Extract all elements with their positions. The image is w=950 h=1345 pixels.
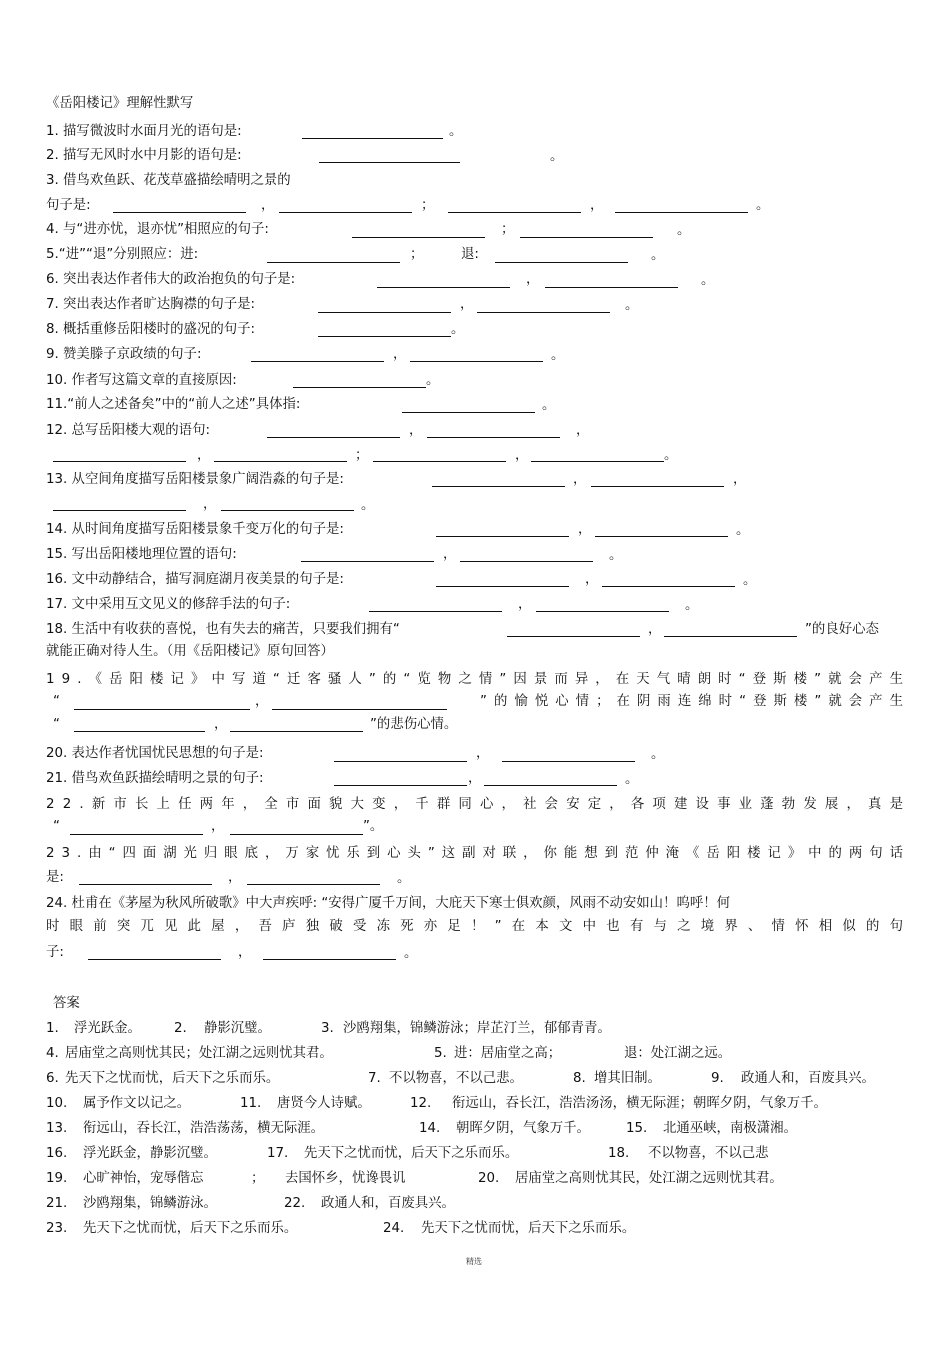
answer-text: 北通巫峡，南极潇湘。 — [663, 1121, 797, 1136]
punctuation: ， — [203, 497, 217, 512]
punctuation: ， — [261, 198, 275, 213]
answer-blank[interactable] — [247, 884, 380, 885]
punctuation: ， — [393, 347, 407, 362]
punctuation: 。 — [743, 573, 757, 588]
answer-text: 心旷神怡，宠辱偕忘 — [83, 1171, 204, 1186]
answer-blank[interactable] — [545, 287, 678, 288]
punctuation: ， — [228, 870, 242, 885]
answer-blank[interactable] — [251, 361, 384, 362]
answer-text: 不以物喜，不以己悲。 — [389, 1071, 523, 1086]
answer-blank[interactable] — [502, 761, 635, 762]
answer-number: 23. — [46, 1221, 68, 1236]
answer-blank[interactable] — [221, 510, 354, 511]
answer-text: 先天下之忧而忧，后天下之乐而乐。 — [83, 1221, 298, 1236]
question-6: 6. 突出表达作者伟大的政治抱负的句子是: — [46, 272, 296, 287]
answers-heading: 答案 — [53, 996, 80, 1011]
answer-blank[interactable] — [334, 761, 467, 762]
answer-blank[interactable] — [536, 611, 669, 612]
question-2: 2. 描写无风时水中月影的语句是: — [46, 148, 242, 163]
punctuation: ， — [733, 472, 747, 487]
answer-blank[interactable] — [293, 387, 426, 388]
answer-number: 19. — [46, 1171, 68, 1186]
answer-number: 16. — [46, 1146, 68, 1161]
answer-number: 1. — [46, 1021, 59, 1036]
question-11: 11.“前人之述备矣”中的“前人之述”具体指: — [46, 397, 301, 412]
answer-text: 退：处江湖之远。 — [624, 1046, 732, 1061]
answer-blank[interactable] — [230, 731, 363, 732]
punctuation: 。 — [449, 124, 463, 139]
answer-text: 唐贤今人诗赋。 — [277, 1096, 371, 1111]
question-12: 12. 总写岳阳楼大观的语句: — [46, 423, 210, 438]
answer-blank[interactable] — [279, 212, 412, 213]
answer-blank[interactable] — [70, 834, 203, 835]
answer-text: 沙鸥翔集，锦鳞游泳；岸芷汀兰，郁郁青青。 — [343, 1021, 611, 1036]
answer-number: 17. — [267, 1146, 289, 1161]
answer-blank[interactable] — [334, 785, 467, 786]
punctuation: “ — [53, 694, 60, 709]
question-5-retreat: 退: — [461, 247, 479, 262]
answer-blank[interactable] — [402, 412, 535, 413]
punctuation: ， — [409, 423, 423, 438]
punctuation: 。 — [550, 149, 564, 164]
punctuation: 。 — [397, 871, 411, 886]
punctuation: ， — [255, 694, 269, 709]
punctuation: 。 — [451, 322, 465, 337]
answer-blank[interactable] — [377, 287, 510, 288]
question-10: 10. 作者写这篇文章的直接原因: — [46, 373, 237, 388]
punctuation: ， — [585, 572, 599, 587]
answer-text: 政通人和，百废具兴。 — [321, 1196, 455, 1211]
answer-number: 8. — [573, 1071, 586, 1086]
worksheet-title: 《岳阳楼记》理解性默写 — [46, 96, 194, 111]
answer-blank[interactable] — [113, 212, 246, 213]
question-9: 9. 赞美滕子京政绩的句子: — [46, 347, 202, 362]
answer-blank[interactable] — [484, 785, 617, 786]
answer-blank[interactable] — [448, 212, 581, 213]
answer-number: 22. — [284, 1196, 306, 1211]
answer-number: 7. — [368, 1071, 381, 1086]
answer-number: 18. — [608, 1146, 630, 1161]
answer-blank[interactable] — [520, 237, 653, 238]
punctuation: 。 — [701, 273, 715, 288]
answer-text: 居庙堂之高则忧其民；处江湖之远则忧其君。 — [65, 1046, 333, 1061]
question-5: 5.“进”“退”分别照应：进: — [46, 247, 199, 262]
question-16: 16. 文中动静结合，描写洞庭湖月夜美景的句子是: — [46, 572, 344, 587]
answer-blank[interactable] — [318, 336, 451, 337]
answer-number: 10. — [46, 1096, 68, 1111]
punctuation: ， — [526, 272, 540, 287]
question-20: 20. 表达作者忧国忧民思想的句子是: — [46, 746, 264, 761]
punctuation: ； — [421, 198, 435, 213]
punctuation: 。 — [551, 348, 565, 363]
answer-blank[interactable] — [664, 636, 797, 637]
answer-blank[interactable] — [373, 461, 506, 462]
answer-blank[interactable] — [318, 312, 451, 313]
answer-text: 不以物喜，不以己悲 — [648, 1146, 769, 1161]
answer-text: ； — [251, 1171, 265, 1186]
punctuation: 。 — [685, 598, 699, 613]
question-24-tail: 子: — [46, 945, 64, 960]
answer-blank[interactable] — [436, 536, 569, 537]
footer-label: 精选 — [466, 1257, 482, 1266]
question-3: 3. 借鸟欢鱼跃、花茂草盛描绘晴明之景的 — [46, 173, 291, 188]
answer-text: 居庙堂之高则忧其民，处江湖之远则忧其君。 — [515, 1171, 783, 1186]
answer-number: 4. — [46, 1046, 59, 1061]
punctuation: 。 — [404, 946, 418, 961]
answer-blank[interactable] — [74, 731, 205, 732]
answer-text: 先天下之忧而忧，后天下之乐而乐。 — [421, 1221, 636, 1236]
punctuation: ， — [460, 297, 474, 312]
punctuation: ， — [578, 522, 592, 537]
answer-blank[interactable] — [369, 611, 502, 612]
question-3-cont: 句子是: — [46, 198, 91, 213]
answer-blank[interactable] — [427, 437, 560, 438]
question-13: 13. 从空间角度描写岳阳楼景象广阔浩淼的句子是: — [46, 472, 344, 487]
punctuation: ； — [501, 222, 515, 237]
question-1: 1. 描写微波时水面月光的语句是: — [46, 124, 242, 139]
punctuation: 。 — [426, 373, 440, 388]
question-17: 17. 文中采用互文见义的修辞手法的句子: — [46, 597, 291, 612]
question-23-cont: 是: — [46, 870, 64, 885]
punctuation: ， — [518, 597, 532, 612]
answer-blank[interactable] — [230, 834, 363, 835]
answer-blank[interactable] — [53, 510, 186, 511]
answer-number: 14. — [419, 1121, 441, 1136]
answer-blank[interactable] — [302, 138, 443, 139]
answer-number: 21. — [46, 1196, 68, 1211]
answer-number: 11. — [240, 1096, 262, 1111]
answer-blank[interactable] — [410, 361, 543, 362]
answer-blank[interactable] — [595, 536, 728, 537]
punctuation: ， — [648, 622, 662, 637]
question-18-tail: ”的良好心态 — [805, 622, 879, 637]
question-22: 2 2 . 新 市 长 上 任 两 年 ， 全 市 面 貌 大 变 ， 千 群 同 心 ， 社 会 安 定 ， 各 项 建 设 事 业 蓬 勃 发 展 ， 真 是 — [46, 797, 903, 812]
punctuation: “ — [53, 717, 60, 732]
punctuation: ， — [197, 448, 211, 463]
question-23: 2 3 . 由 “ 四 面 湖 光 归 眼 底 ， 万 家 忧 乐 到 心 头 ” 这 副 对 联 ， 你 能 想 到 范 仲 淹 《 岳 阳 楼 记 》 中 的 两 句 话 — [46, 846, 903, 861]
answer-blank[interactable] — [263, 959, 396, 960]
answer-blank[interactable] — [591, 486, 724, 487]
question-18-cont: 就能正确对待人生。（用《岳阳楼记》原句回答） — [46, 644, 334, 659]
answer-text: 朝晖夕阴，气象万千。 — [456, 1121, 590, 1136]
punctuation: 。 — [736, 523, 750, 538]
answer-text: 政通人和，百废具兴。 — [741, 1071, 875, 1086]
answer-blank[interactable] — [495, 262, 628, 263]
answer-text: 浮光跃金。 — [74, 1021, 141, 1036]
question-8: 8. 概括重修岳阳楼时的盛况的句子: — [46, 322, 256, 337]
punctuation: 。 — [677, 223, 691, 238]
punctuation: 。 — [625, 772, 639, 787]
answer-text: 进：居庙堂之高； — [454, 1046, 562, 1061]
answer-text: 增其旧制。 — [594, 1071, 661, 1086]
answer-text: 沙鸥翔集，锦鳞游泳。 — [83, 1196, 217, 1211]
question-24: 24. 杜甫在《茅屋为秋风所破歌》中大声疾呼: “安得广厦千万间，大庇天下寒士俱欢颜，风雨不动安如山！呜呼！何 — [46, 896, 731, 911]
answer-number: 5. — [434, 1046, 447, 1061]
question-15: 15. 写出岳阳楼地理位置的语句: — [46, 547, 237, 562]
answer-blank[interactable] — [531, 461, 664, 462]
question-14: 14. 从时间角度描写岳阳楼景象千变万化的句子是: — [46, 522, 344, 537]
punctuation: ， — [214, 717, 228, 732]
question-4: 4. 与“进亦忧，退亦忧”相照应的句子: — [46, 222, 269, 237]
answer-blank[interactable] — [74, 709, 250, 710]
answer-number: 9. — [711, 1071, 724, 1086]
question-19-tail: ”的悲伤心情。 — [370, 717, 458, 732]
answer-blank[interactable] — [507, 636, 640, 637]
punctuation: 。 — [664, 448, 678, 463]
answer-text: 先天下之忧而忧，后天下之乐而乐。 — [65, 1071, 280, 1086]
punctuation: ； — [410, 247, 424, 262]
question-18: 18. 生活中有收获的喜悦，也有失去的痛苦，只要我们拥有“ — [46, 622, 400, 637]
punctuation: ， — [238, 945, 252, 960]
answer-blank[interactable] — [267, 437, 400, 438]
answer-text: 衔远山，吞长江，浩浩汤汤，横无际涯；朝晖夕阴，气象万千。 — [452, 1096, 827, 1111]
answer-text: 静影沉璧。 — [204, 1021, 271, 1036]
answer-blank[interactable] — [319, 162, 460, 163]
question-19-cont: ” 的 愉 悦 心 情 ； 在 阴 雨 连 绵 时 “ 登 斯 楼 ” 就 会 产 生 — [480, 694, 903, 709]
punctuation: ”。 — [363, 819, 384, 834]
answer-blank[interactable] — [53, 461, 186, 462]
answer-blank[interactable] — [79, 884, 212, 885]
answer-text: 去国怀乡，忧谗畏讥 — [285, 1171, 406, 1186]
answer-blank[interactable] — [352, 237, 485, 238]
punctuation: 。 — [625, 298, 639, 313]
answer-number: 3. — [321, 1021, 334, 1036]
answer-blank[interactable] — [267, 262, 400, 263]
punctuation: ， — [468, 771, 482, 786]
punctuation: 。 — [609, 548, 623, 563]
punctuation: 。 — [756, 198, 770, 213]
question-19: 1 9 . 《 岳 阳 楼 记 》 中 写 道 “ 迁 客 骚 人 ” 的 “ 览 物 之 情 ” 因 景 而 异 ， 在 天 气 晴 朗 时 “ 登 斯 楼 ” 就 会 产 生 — [46, 672, 903, 687]
punctuation: 。 — [651, 747, 665, 762]
punctuation: ， — [211, 819, 225, 834]
punctuation: 。 — [651, 248, 665, 263]
answer-blank[interactable] — [214, 461, 347, 462]
answer-text: 先天下之忧而忧，后天下之乐而乐。 — [304, 1146, 519, 1161]
punctuation: “ — [53, 819, 60, 834]
answer-number: 13. — [46, 1121, 68, 1136]
answer-blank[interactable] — [460, 561, 593, 562]
question-7: 7. 突出表达作者旷达胸襟的句子是: — [46, 297, 256, 312]
answer-number: 2. — [174, 1021, 187, 1036]
question-21: 21. 借鸟欢鱼跃描绘晴明之景的句子: — [46, 771, 264, 786]
answer-text: 浮光跃金，静影沉璧。 — [83, 1146, 217, 1161]
punctuation: ， — [515, 448, 529, 463]
answer-text: 衔远山，吞长江，浩浩荡荡，横无际涯。 — [83, 1121, 325, 1136]
answer-blank[interactable] — [602, 586, 735, 587]
punctuation: ， — [443, 547, 457, 562]
answer-blank[interactable] — [301, 561, 434, 562]
answer-blank[interactable] — [88, 959, 221, 960]
punctuation: ， — [590, 198, 604, 213]
answer-number: 20. — [478, 1171, 500, 1186]
punctuation: ， — [576, 423, 590, 438]
question-24-cont: 时 眼 前 突 兀 见 此 屋 ， 吾 庐 独 破 受 冻 死 亦 足 ！ ” 在 本 文 中 也 有 与 之 境 界 、 情 怀 相 似 的 句 — [46, 919, 903, 934]
answer-blank[interactable] — [432, 486, 565, 487]
punctuation: 。 — [542, 398, 556, 413]
punctuation: ， — [573, 472, 587, 487]
answer-number: 24. — [383, 1221, 405, 1236]
answer-blank[interactable] — [477, 312, 610, 313]
answer-blank[interactable] — [615, 212, 748, 213]
answer-number: 6. — [46, 1071, 59, 1086]
answer-blank[interactable] — [436, 586, 569, 587]
punctuation: ； — [355, 448, 369, 463]
punctuation: 。 — [361, 498, 375, 513]
answer-number: 15. — [626, 1121, 648, 1136]
answer-text: 属予作文以记之。 — [83, 1096, 191, 1111]
punctuation: ， — [476, 746, 490, 761]
answer-number: 12. — [410, 1096, 432, 1111]
answer-blank[interactable] — [272, 709, 447, 710]
